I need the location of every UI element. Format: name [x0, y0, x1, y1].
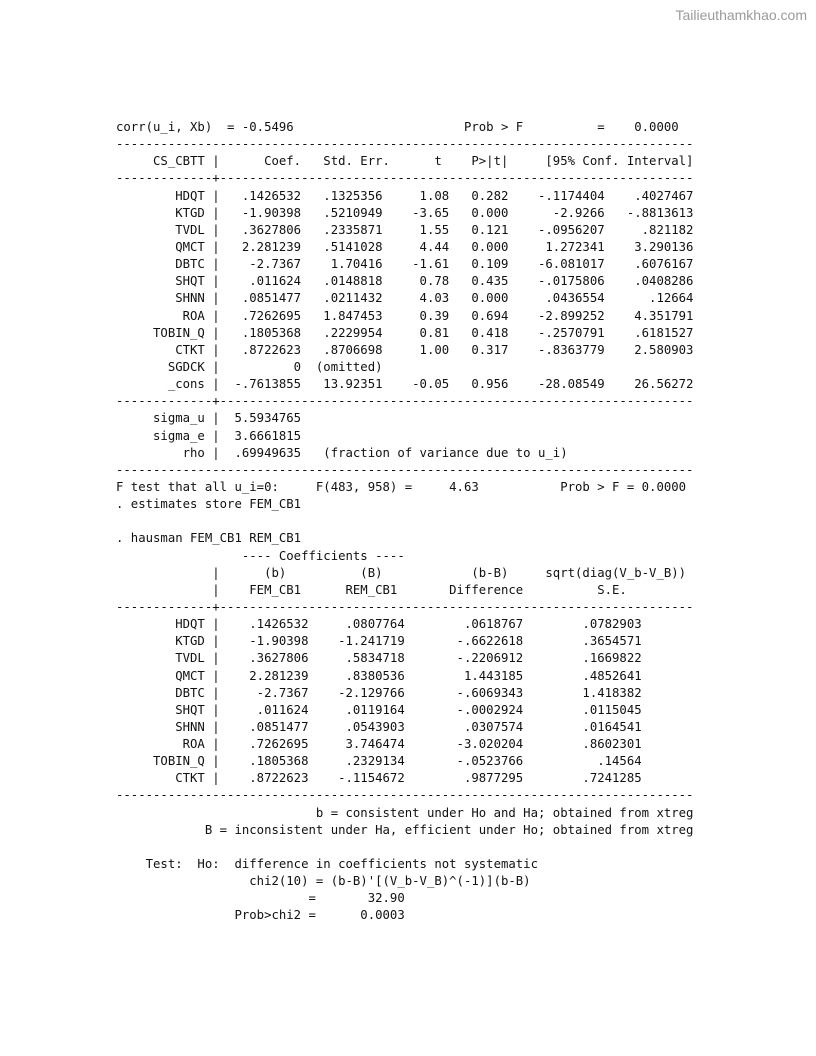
output-line: DBTC | -2.7367 1.70416 -1.61 0.109 -6.081017 .6076167	[116, 257, 694, 272]
output-line: CTKT | .8722623 .8706698 1.00 0.317 -.8363779 2.580903	[116, 342, 694, 357]
output-line: ------------------------------------------------------------------------------	[116, 462, 694, 477]
output-line: Test: Ho: difference in coefficients not systematic	[116, 857, 538, 872]
output-line: HDQT | .1426532 .0807764 .0618767 .0782903	[116, 617, 642, 632]
output-line: corr(u_i, Xb) = -0.5496 Prob > F = 0.0000	[116, 120, 679, 134]
output-line: TOBIN_Q | .1805368 .2229954 0.81 0.418 -.2570791 .6181527	[116, 325, 694, 340]
output-line: | FEM_CB1 REM_CB1 Difference S.E.	[116, 582, 627, 597]
output-line: ---- Coefficients ----	[116, 548, 405, 563]
output-line: Prob>chi2 = 0.0003	[116, 908, 405, 923]
output-line: ------------------------------------------------------------------------------	[116, 788, 694, 803]
output-line: = 32.90	[116, 891, 405, 906]
output-line: HDQT | .1426532 .1325356 1.08 0.282 -.1174404 .4027467	[116, 188, 694, 203]
output-line: -------------+----------------------------------------------------------------	[116, 599, 694, 614]
output-line: sigma_e | 3.6661815	[116, 428, 302, 443]
output-line: QMCT | 2.281239 .5141028 4.44 0.000 1.272341 3.290136	[116, 239, 694, 254]
output-line: -------------+----------------------------------------------------------------	[116, 394, 694, 409]
output-line: ROA | .7262695 1.847453 0.39 0.694 -2.899252 4.351791	[116, 308, 694, 323]
output-line: QMCT | 2.281239 .8380536 1.443185 .4852641	[116, 668, 642, 683]
output-line: sigma_u | 5.5934765	[116, 411, 302, 426]
output-line: SGDCK | 0 (omitted)	[116, 359, 383, 374]
output-line: SHNN | .0851477 .0543903 .0307574 .0164541	[116, 719, 642, 734]
output-line: ROA | .7262695 3.746474 -3.020204 .8602301	[116, 737, 642, 752]
output-line: rho | .69949635 (fraction of variance due to u_i)	[116, 445, 568, 460]
output-line: SHNN | .0851477 .0211432 4.03 0.000 .0436554 .12664	[116, 291, 694, 306]
output-line: CTKT | .8722623 -.1154672 .9877295 .7241285	[116, 771, 642, 786]
output-line: chi2(10) = (b-B)'[(V_b-V_B)^(-1)](b-B)	[116, 874, 531, 889]
output-line: | (b) (B) (b-B) sqrt(diag(V_b-V_B))	[116, 565, 687, 580]
output-line: TVDL | .3627806 .5834718 -.2206912 .1669822	[116, 651, 642, 666]
output-line: _cons | -.7613855 13.92351 -0.05 0.956 -28.08549 26.56272	[116, 377, 694, 392]
output-line: CS_CBTT | Coef. Std. Err. t P>|t| [95% Conf. Interval]	[116, 154, 694, 169]
output-line: TOBIN_Q | .1805368 .2329134 -.0523766 .14564	[116, 754, 642, 769]
output-line: F test that all u_i=0: F(483, 958) = 4.63 Prob > F = 0.0000	[116, 479, 687, 494]
output-line: ------------------------------------------------------------------------------	[116, 137, 694, 152]
output-line: DBTC | -2.7367 -2.129766 -.6069343 1.418382	[116, 685, 642, 700]
stata-output	[116, 119, 693, 925]
output-line: b = consistent under Ho and Ha; obtained from xtreg	[116, 805, 694, 820]
output-line: -------------+----------------------------------------------------------------	[116, 171, 694, 186]
output-line: KTGD | -1.90398 -1.241719 -.6622618 .3654571	[116, 634, 642, 649]
output-line: TVDL | .3627806 .2335871 1.55 0.121 -.0956207 .821182	[116, 222, 694, 237]
output-line	[116, 839, 693, 856]
output-line: KTGD | -1.90398 .5210949 -3.65 0.000 -2.9266 -.8813613	[116, 205, 694, 220]
output-line: . estimates store FEM_CB1	[116, 497, 302, 512]
output-line	[116, 513, 693, 530]
watermark: Tailieuthamkhao.com	[675, 7, 807, 23]
output-line: B = inconsistent under Ha, efficient under Ho; obtained from xtreg	[116, 822, 694, 837]
output-line: SHQT | .011624 .0119164 -.0002924 .0115045	[116, 702, 642, 717]
output-line: . hausman FEM_CB1 REM_CB1	[116, 531, 302, 546]
output-line: SHQT | .011624 .0148818 0.78 0.435 -.0175806 .0408286	[116, 274, 694, 289]
